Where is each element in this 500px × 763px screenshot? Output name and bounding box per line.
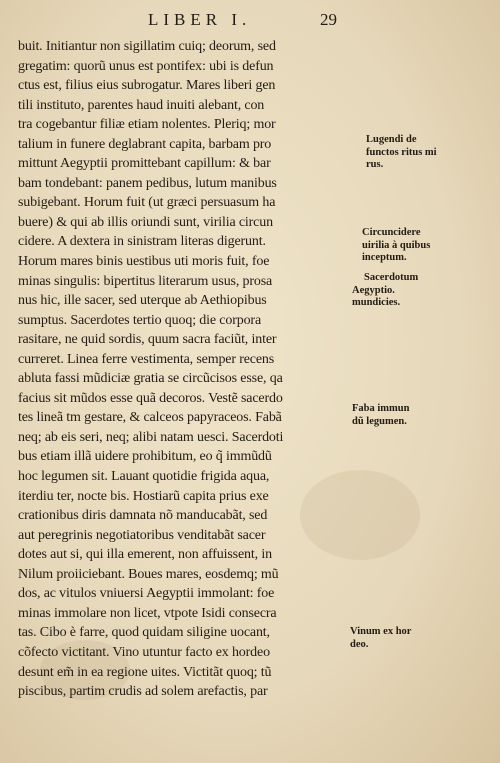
text-line: gregatim: quorũ unus est pontifex: ubi is defun	[18, 58, 274, 74]
body-text-column	[18, 37, 352, 702]
text-line: subigebant. Horum fuit (ut græci persuasum ha	[18, 195, 276, 211]
text-line: bus etiam illã uidere prohibitum, eo q̃ immũdũ	[18, 449, 272, 465]
running-head-title: LIBER I.	[148, 10, 252, 29]
text-line: aut peregrinis negotiatoribus venditabãt sacer	[18, 527, 266, 543]
margin-note-line: functos ritus mi	[366, 146, 437, 158]
text-line: hoc legumen sit. Lauant quotidie frigida aqua,	[18, 469, 270, 485]
text-line: cidere. A dextera in sinistram literas digerunt.	[18, 234, 266, 250]
text-line: neq; ab eis seri, neq; alibi natam uesci. Sacerdoti	[18, 429, 284, 445]
margin-note-wine	[350, 626, 411, 651]
margin-note-line: Lugendi de	[366, 134, 417, 145]
text-line: dotes aut si, qui illa emerent, non affuissent, in	[18, 547, 272, 563]
margin-note-line: mundicies.	[352, 297, 401, 308]
text-line: piscibus, partim crudis ad solem arefactis, par	[18, 684, 268, 700]
text-line: tra cogebantur filiæ etiam nolentes. Pleriq; mor	[18, 117, 276, 133]
text-line: abluta fassi mũdiciæ gratia se circũcisos esse, qa	[18, 371, 283, 387]
text-line: cõfecto victitant. Vino utuntur facto ex hordeo	[18, 644, 270, 660]
margin-note-line: Aegyptio.	[352, 284, 395, 296]
margin-note-circumcision	[362, 227, 430, 265]
margin-note-line: Faba immun	[352, 403, 410, 414]
text-line: iterdiu ter, nocte bis. Hostiarũ capita prius exe	[18, 488, 269, 504]
margin-note-line: Vinum ex hor	[350, 626, 412, 637]
text-line: tes lineã tm gestare, & calceos papyraceos. Fabã	[18, 410, 282, 426]
text-line: minas immolare non licet, vtpote Isidi consecra	[18, 605, 277, 621]
margin-note-line: deo.	[350, 638, 369, 650]
text-line: Horum mares binis uestibus uti moris fuit, foe	[18, 254, 270, 270]
running-head	[0, 10, 500, 34]
text-line: buit. Initiantur non sigillatim cuiq; deorum, sed	[18, 39, 276, 54]
margin-note-line: Circuncidere	[362, 227, 421, 238]
margin-note-priests	[352, 272, 418, 310]
text-line: desunt em̃ in ea regione uites. Victitãt quoq; tũ	[18, 664, 272, 680]
margin-note-line: inceptum.	[362, 252, 407, 263]
text-line: nus hic, ille sacer, sed uterque ab Aethiopibus	[18, 293, 267, 309]
text-line: crationibus diris damnata nõ manducabãt, sed	[18, 508, 268, 524]
page-number: 29	[320, 10, 337, 29]
text-line: facius sit mũdos esse quã decoros. Vestẽ sacerdo	[18, 390, 283, 406]
margin-note-line: Sacerdotum	[364, 272, 419, 283]
text-line: sumptus. Sacerdotes tertio quoq; die corpora	[18, 312, 262, 328]
text-line: talium in funere deglabrant capita, barbam pro	[18, 136, 272, 152]
text-line: tas. Cibo è farre, quod quidam siligine uocant,	[18, 625, 270, 641]
text-line: rasitare, ne quid sordis, quum sacra faciũt, inter	[18, 332, 277, 348]
text-line: buere) & qui ab illis oriundi sunt, virilia circun	[18, 214, 273, 230]
margin-note-mourning	[366, 134, 437, 172]
text-line: mittunt Aegyptii promittebant capillum: & bar	[18, 156, 271, 172]
text-line: ctus est, filius eius subrogatur. Mares liberi gen	[18, 78, 276, 94]
margin-note-line: uirilia à quibus	[362, 239, 431, 251]
text-line: minas singulis: bipertitus literarum usus, prosa	[18, 273, 273, 289]
margin-note-line: dũ legumen.	[352, 415, 407, 427]
text-line: dos, ac vitulos vniuersi Aegyptii immolant: foe	[18, 586, 275, 602]
text-line: tili instituto, parentes haud inuiti alebant, con	[18, 97, 265, 113]
text-line: Nilum proiiciebant. Boues mares, eosdemq; mũ	[18, 566, 279, 582]
margin-note-bean	[352, 403, 409, 428]
text-line: curreret. Linea ferre vestimenta, semper recens	[18, 351, 275, 367]
text-line: bam tondebant: panem pedibus, lutum manibus	[18, 175, 277, 191]
margin-note-line: rus.	[366, 159, 384, 170]
